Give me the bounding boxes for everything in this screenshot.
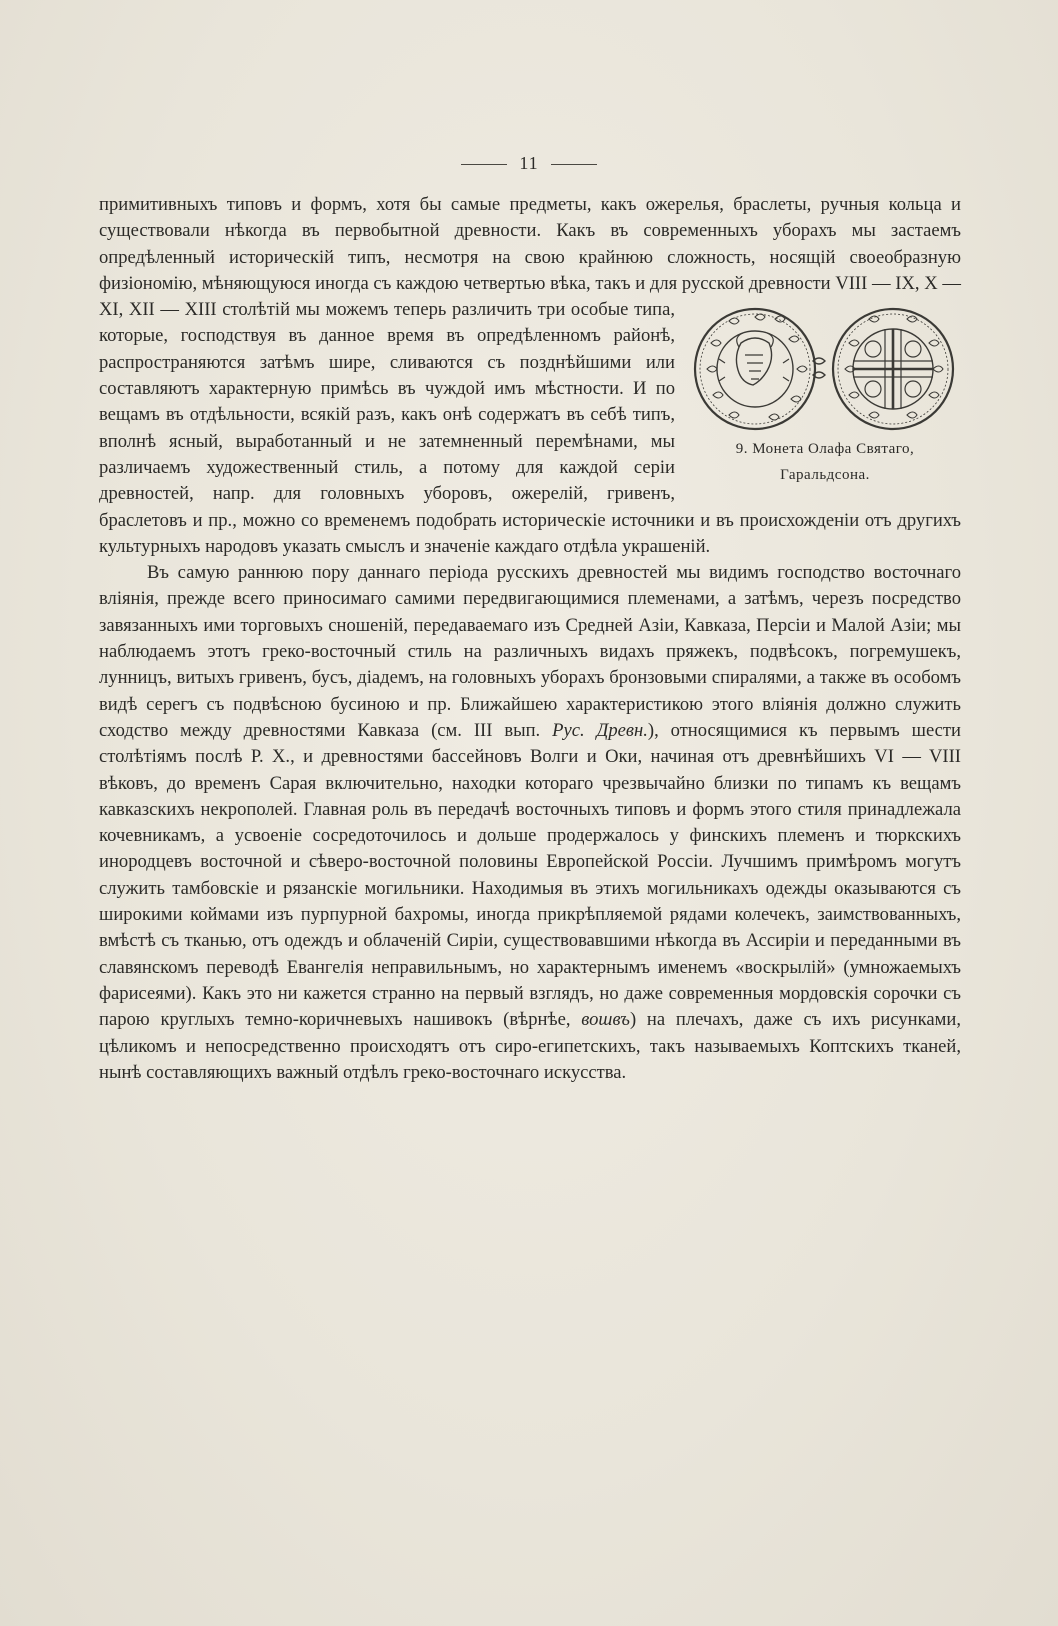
- coin-figure: [689, 303, 961, 493]
- figure-caption-line-2: Гаральдсона.: [780, 467, 870, 484]
- page-number: 11: [519, 153, 539, 173]
- paragraph-2-part-2: ), относящимися къ первымъ шести столѣтіямъ послѣ Р. Х., и древностями бассейновъ Волги и Оки, начиная отъ древнѣйшихъ VI — VIII вѣковъ, до временъ Сарая включительно, находки котораго чрезвычайно близки по типамъ къ вещамъ кавказскихъ некрополей. Главная роль въ передачѣ восточныхъ типовъ и формъ этого стиля принадлежала кочевникамъ, а усвоеніе сосредоточилось и дольше продержалось у финскихъ племенъ и тюркскихъ инородцевъ восточной и сѣверо-восточной половины Европейской Россіи. Лучшимъ примѣромъ могутъ служить тамбовскіе и рязанскіе могильники. Находимыя въ этихъ могильникахъ одежды оказываются съ широкими коймами изъ пурпурной бахромы, иногда прикрѣпляемой рядами колечекъ, заимствованныхъ, вмѣстѣ съ тканью, отъ одеждъ и облаченій Сиріи, существовавшими нѣкогда въ Ассиріи и переданными въ славянскомъ переводѣ Евангелія неправильнымъ, но характернымъ именемъ «воскрылій» (умножаемыхъ фарисеями). Какъ это ни кажется странно на первый взглядъ, но даже современныя мордовскія сорочки съ парою круглыхъ темно-коричневыхъ нашивокъ (вѣрнѣе,: [99, 719, 961, 1031]
- paragraph-1-end: особые типа, которые, господствуя въ данное время въ опредѣленномъ районѣ, распространяются затѣмъ шире, сливаются съ позднѣйшими или составляютъ характерную примѣсь въ чуждой имъ мѣстности. И по вещамъ въ отдѣльности, всякій разъ, какъ онѣ содержатъ въ себѣ типъ, вполнѣ ясный, выработанный и не затемненный перемѣнами, мы различаемъ художественный стиль, а потому для каждой серіи древностей, напр. для головныхъ уборовъ, ожерелій, гривенъ, браслетовъ и пр., можно со временемъ подобрать историческіе источники и въ происхожденіи отъ другихъ культурныхъ народовъ указать смыслъ и значеніе каждаго отдѣла украшеній.: [99, 299, 961, 557]
- paragraph-2: [99, 560, 961, 1086]
- paragraph-1-start: примитивныхъ типовъ и формъ, хотя бы самые предметы, какъ ожерелья, браслеты, ручныя кольца и существовали нѣкогда въ первобытной древности. Какъ въ современныхъ уборахъ мы застаемъ опредѣленный историческій типъ, несмотря на свою крайнюю сложность, носящій своеобразную физіономію, мѣняющуюся иногда съ каждою четвертью вѣка, такъ и для русской древности VIII — IX, X — XI, XII — XIII столѣтій мы можемъ теперь различить три: [99, 194, 961, 321]
- paragraph-2-italic-2: вошвъ: [581, 1009, 630, 1031]
- body-text: [99, 192, 961, 1086]
- paragraph-1: [99, 192, 961, 560]
- figure-caption-line-1: 9. Монета Олафа Святаго,: [735, 441, 915, 458]
- page-header: [0, 153, 1058, 174]
- figure-caption: [736, 441, 915, 483]
- coin-illustration: [689, 303, 961, 435]
- paragraph-2-part-3: ) на плечахъ, даже съ ихъ рисунками, цѣликомъ и непосредственно происходятъ отъ сиро-египетскихъ, такъ называемыхъ Коптскихъ тканей, нынѣ составляющихъ важный отдѣлъ греко-восточнаго искусства.: [99, 1009, 961, 1083]
- coin-obverse: [695, 309, 815, 429]
- paragraph-2-part-1: Въ самую раннюю пору даннаго періода русскихъ древностей мы видимъ господство восточнаго вліянія, прежде всего приносимаго самими передвигающимися племенами, а затѣмъ, черезъ посредство завязанныхъ ими торговыхъ сношеній, передаваемаго изъ Средней Азіи, Кавказа, Персіи и Малой Азіи; мы наблюдаемъ этотъ греко-восточный стиль на различныхъ видахъ пряжекъ, подвѣсокъ, погремушекъ, лунницъ, витыхъ гривенъ, бусъ, діадемъ, на головныхъ уборахъ бронзовыми спиралями, а также въ особомъ видѣ серегъ съ подвѣсною бусиною и пр. Ближайшею характеристикою этого вліянія должно служить сходство между древностями Кавказа (см. III вып.: [99, 562, 961, 741]
- coin-reverse: [833, 309, 953, 429]
- header-rule-left: [461, 164, 507, 165]
- paragraph-2-italic-1: Рус. Древн.: [552, 719, 648, 741]
- header-rule-right: [551, 164, 597, 165]
